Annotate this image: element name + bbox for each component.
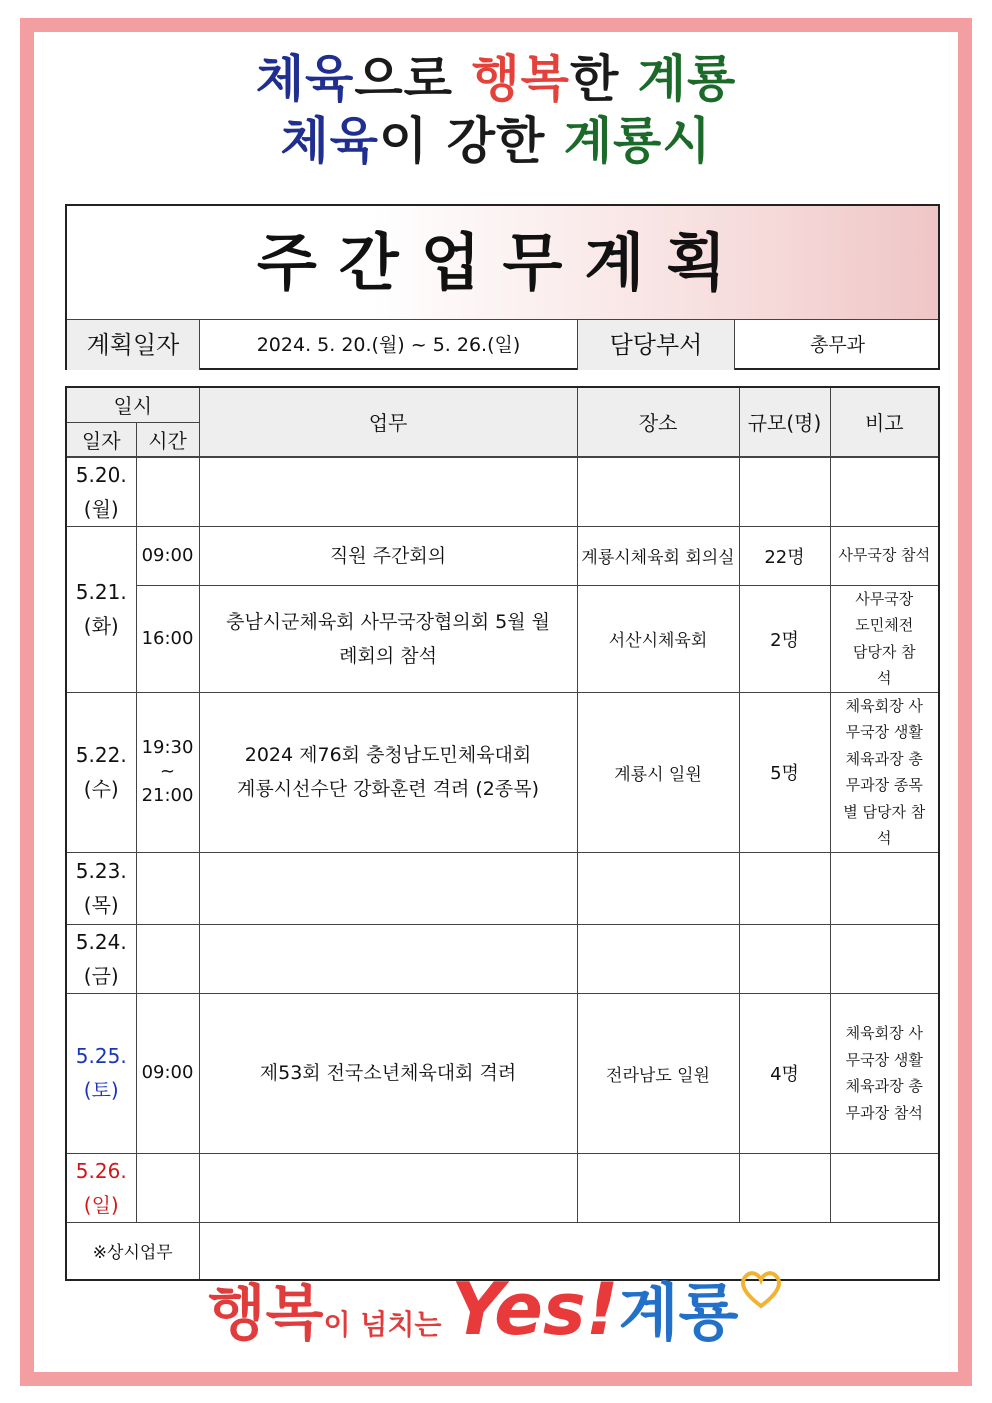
task-cell: 제53회 전국소년체육대회 격려 bbox=[199, 993, 577, 1153]
table-row bbox=[66, 692, 939, 852]
day-date: 5.24. (금) bbox=[66, 924, 136, 993]
heart-icon bbox=[738, 1270, 784, 1310]
time-cell: 19:30 ~ 21:00 bbox=[136, 692, 199, 852]
slogan-line-2: 체육이 강한 계룡시 bbox=[280, 112, 712, 170]
day-date-saturday: 5.25. (토) bbox=[66, 993, 136, 1153]
note-cell: 사무국장 참석 bbox=[830, 526, 939, 585]
regular-duties-label: ※상시업무 bbox=[66, 1222, 199, 1280]
scale-cell: 4명 bbox=[739, 993, 830, 1153]
plan-date-value: 2024. 5. 20.(월) ~ 5. 26.(일) bbox=[200, 320, 578, 370]
note-cell: 사무국장 도민체전 담당자 참석 bbox=[830, 585, 939, 692]
task-cell: 2024 제76회 충청남도민체육대회 계룡시선수단 강화훈련 격려 (2종목) bbox=[199, 692, 577, 852]
document-title: 주간업무계획 bbox=[67, 206, 938, 320]
place-cell: 전라남도 일원 bbox=[577, 993, 739, 1153]
header-scale: 규모(명) bbox=[739, 387, 830, 456]
header-date: 일자 bbox=[66, 422, 136, 456]
table-row bbox=[66, 852, 939, 924]
dept-label: 담당부서 bbox=[578, 320, 735, 370]
time-cell: 09:00 bbox=[136, 993, 199, 1153]
task-cell: 충남시군체육회 사무국장협의회 5월 월례회의 참석 bbox=[199, 585, 577, 692]
scale-cell: 5명 bbox=[739, 692, 830, 852]
dept-value: 총무과 bbox=[809, 334, 866, 356]
time-cell: 16:00 bbox=[136, 585, 199, 692]
day-date: 5.23. (목) bbox=[66, 852, 136, 924]
header-place: 장소 bbox=[577, 387, 739, 456]
table-row bbox=[66, 526, 939, 585]
weekly-plan-table bbox=[65, 386, 940, 1281]
day-date: 5.20. (월) bbox=[66, 457, 136, 526]
task-cell: 직원 주간회의 bbox=[199, 526, 577, 585]
header-time: 시간 bbox=[136, 422, 199, 456]
table-row bbox=[66, 585, 939, 692]
plan-date-label: 계획일자 bbox=[67, 320, 200, 370]
table-row bbox=[66, 457, 939, 526]
title-box bbox=[65, 204, 940, 370]
footer-logo: 행복이 넘치는 Yes!계룡 bbox=[0, 1262, 992, 1357]
time-cell: 09:00 bbox=[136, 526, 199, 585]
place-cell: 계룡시 일원 bbox=[577, 692, 739, 852]
place-cell: 계룡시체육회 회의실 bbox=[577, 526, 739, 585]
place-cell: 서산시체육회 bbox=[577, 585, 739, 692]
day-date: 5.21. (화) bbox=[66, 526, 136, 692]
scale-cell: 22명 bbox=[739, 526, 830, 585]
day-date-sunday: 5.26. (일) bbox=[66, 1153, 136, 1222]
scale-cell: 2명 bbox=[739, 585, 830, 692]
header-note: 비고 bbox=[830, 387, 939, 456]
header-task: 업무 bbox=[199, 387, 577, 456]
header-datetime: 일시 bbox=[66, 387, 199, 422]
plan-info-row bbox=[67, 320, 938, 370]
day-date: 5.22. (수) bbox=[66, 692, 136, 852]
note-cell: 체육회장 사무국장 생활체육과장 총무과장 참석 bbox=[830, 993, 939, 1153]
table-row bbox=[66, 924, 939, 993]
note-cell: 체육회장 사무국장 생활체육과장 총무과장 종목별 담당자 참석 bbox=[830, 692, 939, 852]
slogan-line-1: 체육으로 행복한 계룡 bbox=[255, 50, 737, 108]
table-row bbox=[66, 993, 939, 1153]
table-row bbox=[66, 1153, 939, 1222]
